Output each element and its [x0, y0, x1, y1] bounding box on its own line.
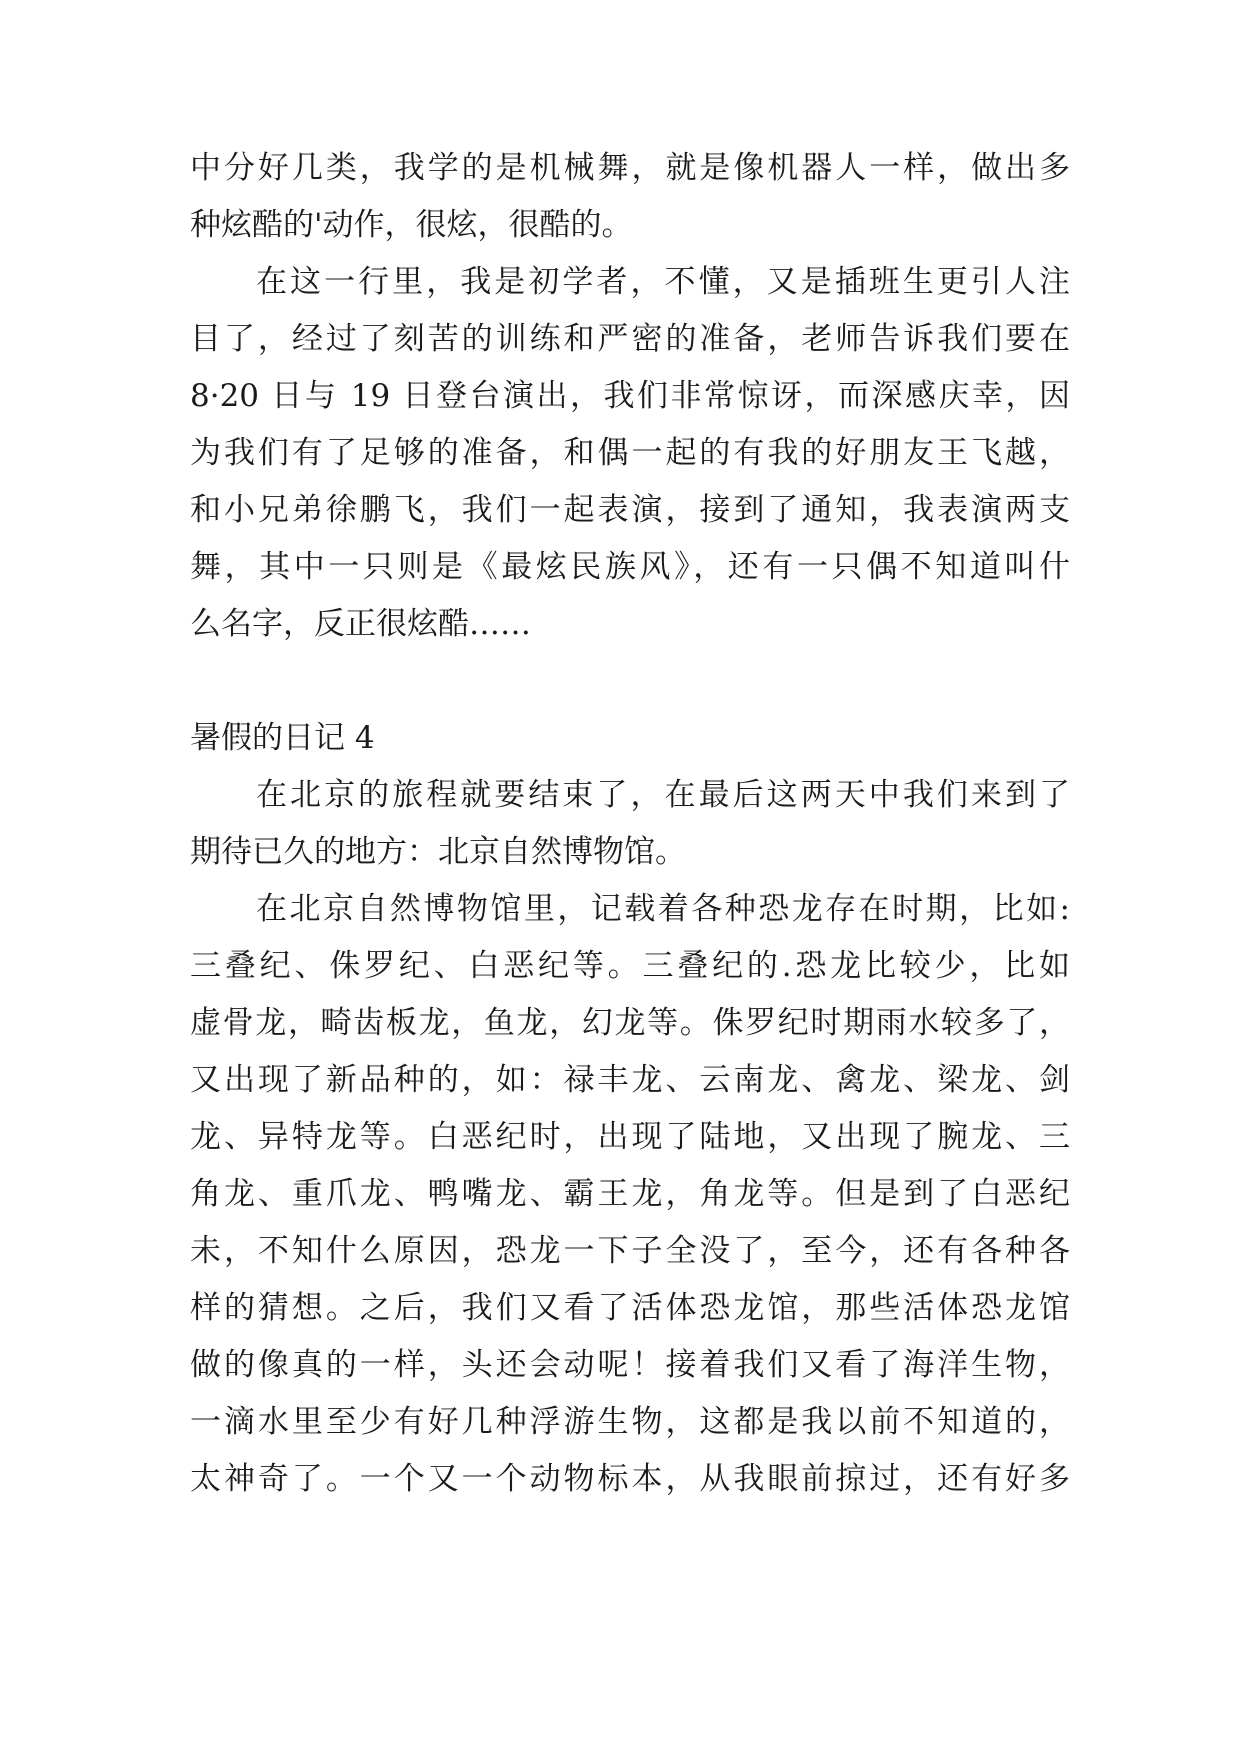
text-line: 舞，其中一只则是《最炫民族风》，还有一只偶不知道叫什	[190, 549, 1070, 585]
text-line: 目了，经过了刻苦的训练和严密的准备，老师告诉我们要在	[190, 321, 1070, 357]
text-line: 做的像真的一样，头还会动呢！接着我们又看了海洋生物，	[190, 1347, 1070, 1383]
text-line: 角龙、重爪龙、鸭嘴龙、霸王龙，角龙等。但是到了白恶纪	[190, 1176, 1070, 1212]
text-line: 么名字，反正很炫酷……	[190, 606, 531, 642]
text-line: 虚骨龙，畸齿板龙，鱼龙，幻龙等。侏罗纪时期雨水较多了，	[190, 1005, 1070, 1041]
text-line: 和小兄弟徐鹏飞，我们一起表演，接到了通知，我表演两支	[190, 492, 1070, 528]
text-line: 在北京自然博物馆里，记载着各种恐龙存在时期，比如:	[256, 891, 1070, 927]
text-line: 中分好几类，我学的是机械舞，就是像机器人一样，做出多	[190, 150, 1070, 186]
text-line: 8·20 日与 19 日登台演出，我们非常惊讶，而深感庆幸，因	[190, 378, 1070, 414]
text-line: 一滴水里至少有好几种浮游生物，这都是我以前不知道的，	[190, 1404, 1070, 1440]
text-line: 太神奇了。一个又一个动物标本，从我眼前掠过，还有好多	[190, 1461, 1070, 1497]
text-line: 在北京的旅程就要结束了，在最后这两天中我们来到了	[256, 777, 1070, 813]
text-line: 为我们有了足够的准备，和偶一起的有我的好朋友王飞越，	[190, 435, 1070, 471]
text-line: 期待已久的地方：北京自然博物馆。	[190, 834, 686, 870]
text-line: 种炫酷的'动作，很炫，很酷的。	[190, 207, 633, 243]
text-line: 样的猜想。之后，我们又看了活体恐龙馆，那些活体恐龙馆	[190, 1290, 1070, 1326]
text-line: 三叠纪、侏罗纪、白恶纪等。三叠纪的.恐龙比较少，比如	[190, 948, 1070, 984]
text-line: 在这一行里，我是初学者，不懂，又是插班生更引人注	[256, 264, 1070, 300]
text-line: 又出现了新品种的，如：禄丰龙、云南龙、禽龙、梁龙、剑	[190, 1062, 1070, 1098]
text-line: 龙、异特龙等。白恶纪时，出现了陆地，又出现了腕龙、三	[190, 1119, 1070, 1155]
section-heading: 暑假的日记 4	[190, 720, 375, 756]
text-line: 未，不知什么原因，恐龙一下子全没了，至今，还有各种各	[190, 1233, 1070, 1269]
